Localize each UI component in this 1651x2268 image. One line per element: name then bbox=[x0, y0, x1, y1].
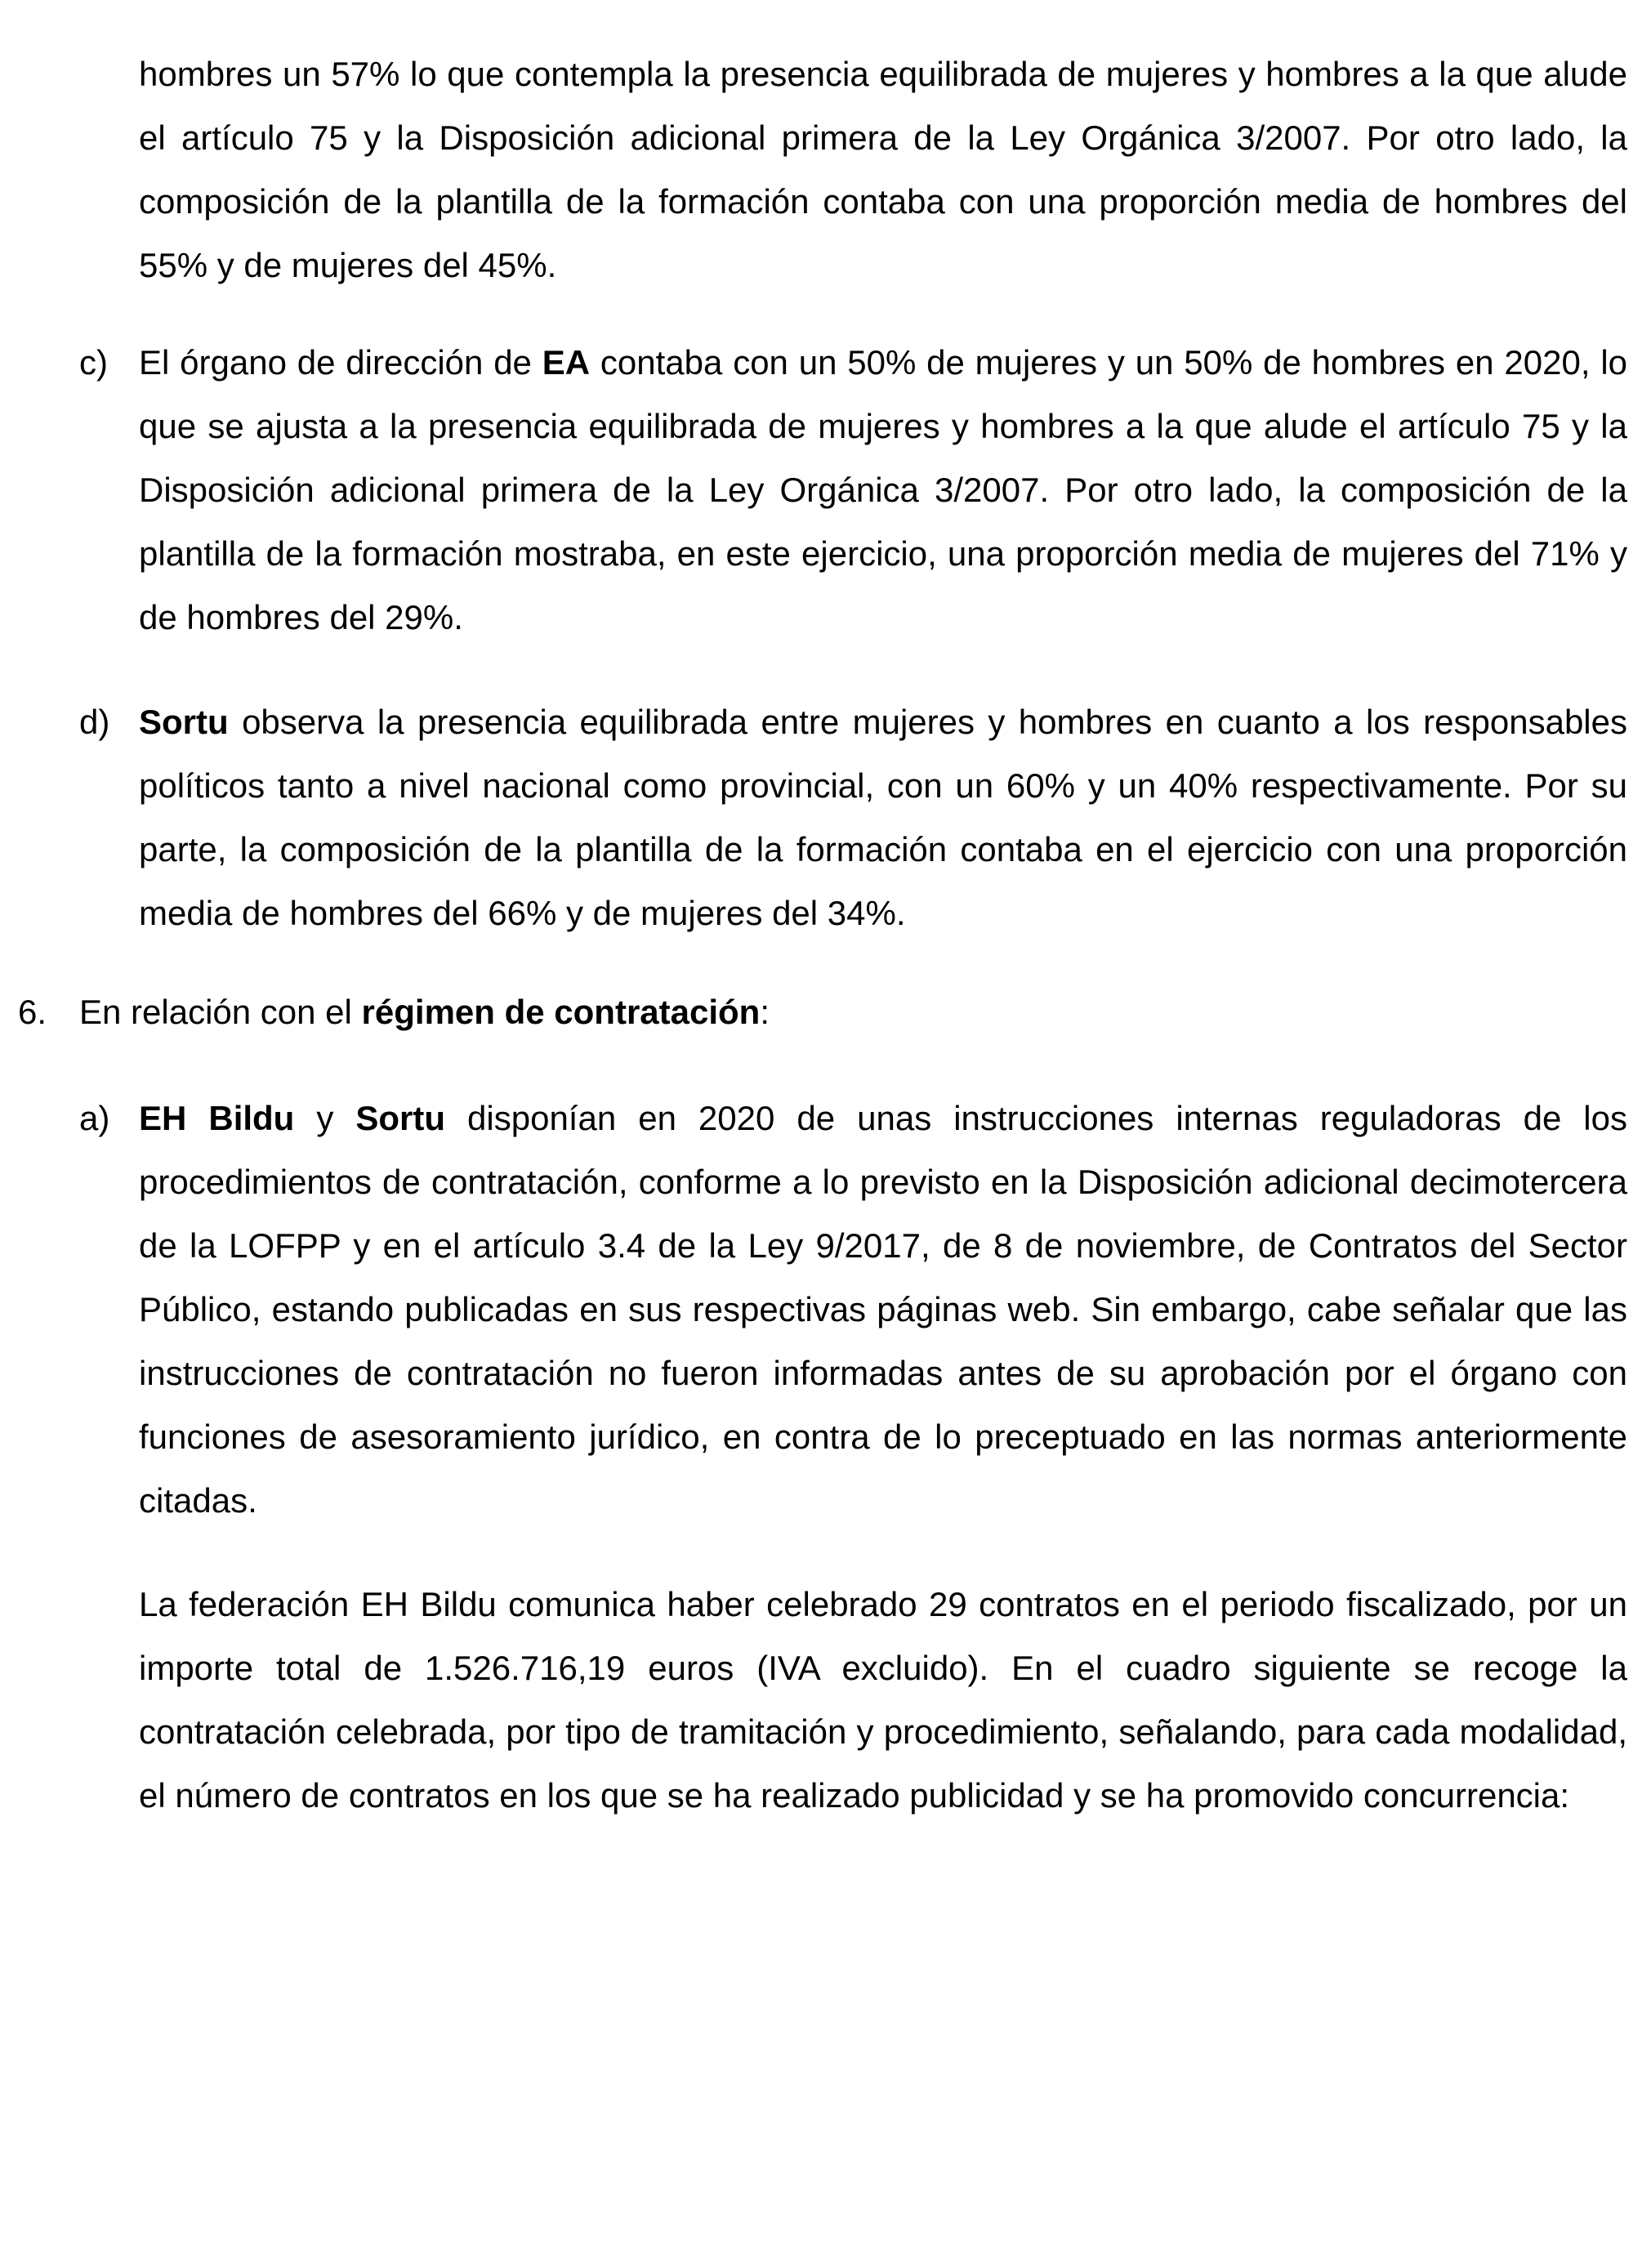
item-d-paragraph bbox=[139, 690, 1627, 945]
section-6-heading bbox=[79, 980, 1627, 1044]
section-6-text-after: : bbox=[760, 993, 770, 1031]
item-d-bold-sortu: Sortu bbox=[139, 703, 229, 741]
item-c-bold-ea: EA bbox=[542, 343, 591, 382]
item-a-bold-sortu: Sortu bbox=[355, 1099, 446, 1137]
item-c-paragraph bbox=[139, 331, 1627, 650]
item-c-text-after: contaba con un 50% de mujeres y un 50% de hombres en 2020, lo que se ajusta a la presencia equilibrada de mujeres y hombres a la que alude el artículo 75 y la Disposición adicional primera de la Ley Orgánica 3/2007. Por otro lado, la composición de la plantilla de la formación mostraba, en este ejercicio, una proporción media de mujeres del 71% y de hombres del 29%. bbox=[139, 343, 1628, 636]
section-6-bold: régimen de contratación bbox=[361, 993, 761, 1031]
list-marker-c: c) bbox=[79, 343, 108, 382]
item-a-bold-eh-bildu: EH Bildu bbox=[139, 1099, 295, 1137]
list-marker-a: a) bbox=[79, 1099, 110, 1137]
section-6-text-before: En relación con el bbox=[79, 993, 362, 1031]
section-number-6: 6. bbox=[18, 993, 47, 1031]
list-marker-d: d) bbox=[79, 703, 110, 741]
item-a-text-after: disponían en 2020 de unas instrucciones internas reguladoras de los procedimientos de contratación, conforme a lo previsto en la Disposición adicional decimotercera de la LOFPP y en el artículo 3.4 de la Ley 9/2017, de 8 de noviembre, de Contratos del Sector Público, estando publicadas en sus respectivas páginas web. Sin embargo, cabe señalar que las instrucciones de contratación no fueron informadas antes de su aprobación por el órgano con funciones de asesoramiento jurídico, en contra de lo preceptuado en las normas anteriormente citadas. bbox=[139, 1099, 1627, 1520]
item-a-paragraph bbox=[139, 1087, 1627, 1533]
continuation-paragraph: hombres un 57% lo que contempla la presencia equilibrada de mujeres y hombres a la que alude el artículo 75 y la Disposición adicional primera de la Ley Orgánica 3/2007. Por otro lado, la composición de la plantilla de la formación contaba con una proporción media de hombres del 55% y de mujeres del 45%. bbox=[139, 55, 1627, 284]
item-d-text-after: observa la presencia equilibrada entre mujeres y hombres en cuanto a los responsables políticos tanto a nivel nacional como provincial, con un 60% y un 40% respectivamente. Por su parte, la composición de la plantilla de la formación contaba en el ejercicio con una proporción media de hombres del 66% y de mujeres del 34%. bbox=[139, 703, 1627, 932]
item-a-connector: y bbox=[294, 1099, 356, 1137]
item-a-followup-paragraph: La federación EH Bildu comunica haber celebrado 29 contratos en el periodo fiscalizado, por un importe total de 1.526.716,19 euros (IVA excluido). En el cuadro siguiente se recoge la contratación celebrada, por tipo de tramitación y procedimiento, señalando, para cada modalidad, el número de contratos en los que se ha realizado publicidad y se ha promovido concurrencia: bbox=[139, 1585, 1627, 1815]
item-c-text-before: El órgano de dirección de bbox=[139, 343, 542, 382]
